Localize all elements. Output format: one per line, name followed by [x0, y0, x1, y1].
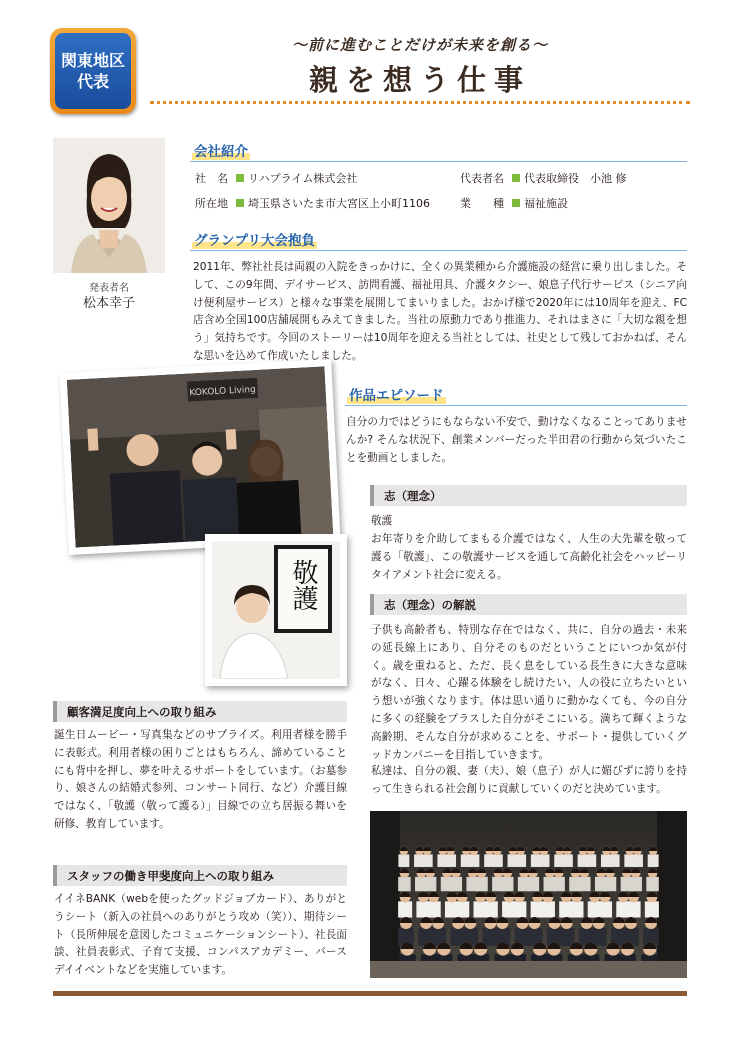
representative-label: 代表者名: [460, 172, 504, 185]
crowd-person-body: [646, 877, 658, 891]
calligraphy-photo: [205, 534, 347, 686]
philosophy-detail-heading: 志（理念）の解説: [370, 594, 687, 615]
staff-heading: スタッフの働き甲斐度向上への取り組み: [53, 865, 347, 886]
crowd-person-body: [569, 901, 583, 917]
crowd-person-body: [422, 854, 433, 867]
bullet-icon: [512, 199, 520, 207]
episode-heading: [345, 384, 687, 406]
calligraphy-text: 敬護: [288, 559, 318, 611]
episode-heading-text: 作品エピソード: [349, 388, 444, 404]
episode-body: 自分の力ではどうにもならない不安で、動けなくなることってありませんか? そんな状況下、創業メンバーだった半田君の行動から気づいたことを動画としました。: [346, 416, 687, 464]
crowd-person-body: [604, 877, 616, 891]
philosophy-heading: 志（理念）: [370, 485, 687, 506]
crowd-person-body: [627, 901, 641, 917]
grandprix-heading-text: グランプリ大会抱負: [194, 233, 315, 249]
team-photo-illustration: [67, 366, 333, 547]
bullet-icon: [512, 174, 520, 182]
address-label: 所在地: [195, 197, 228, 210]
company-heading: [190, 140, 687, 162]
presenter-photo: [53, 138, 165, 273]
address-value: 埼玉県さいたま市大宮区上小町1106: [248, 197, 430, 210]
group-photo-illustration: [370, 811, 687, 978]
crowd-person-body: [450, 877, 462, 891]
bullet-icon: [236, 174, 244, 182]
crowd-person-body: [648, 854, 659, 867]
region-badge: [50, 28, 136, 114]
address-row: [195, 195, 430, 211]
company-heading-text: 会社紹介: [194, 144, 248, 160]
crowd-person-body: [629, 877, 641, 891]
crowd-person-body: [501, 877, 513, 891]
business-label: 業 種: [460, 197, 504, 210]
customer-heading: 顧客満足度向上への取り組み: [53, 701, 347, 722]
region-badge-line2: 代表: [76, 72, 109, 91]
crowd-person-body: [515, 854, 526, 867]
presenter-name: 松本幸子: [82, 296, 135, 311]
presenter-caption: 発表者名: [89, 283, 129, 294]
grandprix-body: 2011年、弊社社長は両親の入院をきっかけに、全くの異業種から介護施設の経営に乗り出しました。そして、この9年間、デイサービス、訪問看護、福祉用具、介護タクシー、娘息子代行サービス（シニア向け便利屋サービス）と様々な事業を展開してまいりました。おかげ様で2020年には10周年を迎え、FC店含め全国100店舗展開もみえてきました。当社の原動力であり推進力、それはまさに「大切な親を想う」気持ちです。今回のストーリーは10周年を迎える当社としては、社史として残しておかねば、そんな思いを込めて作成いたしました。: [193, 261, 687, 362]
philosophy-detail-body: 子供も高齢者も、特別な存在ではなく、共に、自分の過去・未来の延長線上にあり、自分そのものだということにいつか気が付く。歳を重ねると、ただ、長く息をしている長生きに大きな意味がなく、日々、心躍る体験をし続けたい、人の役に立ちたいという想いが強くなります。体は思い通りに動かなくても、今の自分に多くの経験をプラスした自分がそこにいる。満ちて輝くような高齢期、そんな自分が求めることを、サポート・提供していくグッドカンパニーを目指していきます。: [371, 624, 687, 761]
representative-value: 代表取締役 小池 修: [524, 172, 627, 185]
crowd-person-body: [398, 877, 410, 891]
crowd-person-body: [585, 854, 596, 867]
crowd-person-body: [427, 901, 441, 917]
crowd-person-body: [632, 854, 643, 867]
philosophy-keyword: 敬護: [371, 515, 393, 527]
crowd-person-body: [552, 877, 564, 891]
crowd-person-body: [562, 854, 573, 867]
page-title: 親を想う仕事: [308, 63, 531, 97]
crowd-person-body: [398, 854, 409, 867]
company-name-value: リハプライム株式会社: [248, 172, 358, 185]
representative-row: [460, 170, 627, 186]
crowd-person-body: [541, 901, 555, 917]
crowd-person-body: [424, 877, 436, 891]
business-value: 福祉施設: [524, 197, 568, 210]
calligraphy-illustration: [212, 541, 340, 679]
presenter-portrait: [53, 138, 165, 273]
company-name-label: 社 名: [195, 172, 228, 185]
crowd-person-body: [527, 877, 539, 891]
crowd-person-body: [492, 854, 503, 867]
crowd-person-body: [484, 901, 498, 917]
philosophy-detail-closing: 私達は、自分の親、妻（夫）、娘（息子）が人に媚びずに誇りを持って生きられる社会創りに貢献していくのだと決めています。: [371, 765, 687, 795]
region-badge-inner: [55, 33, 131, 109]
sign-text: KOKOLO Living: [189, 384, 257, 399]
page-subtitle: ～前に進むことだけが未来を創る～: [291, 36, 548, 54]
team-photo-image: [67, 366, 333, 547]
crowd-person-body: [445, 854, 456, 867]
customer-body: 誕生日ムービー・写真集などのサプライズ。利用者様を勝手に表彰式。利用者様の困りごとはもちろん、諦めていることにも背中を押し、夢を叶えるサポートをしています。（お墓参り、娘さんの結婚式参列、コンサート同行、など）介護目線ではなく、「敬護（敬って護る）」目線での立ち居振る舞いを研修、教育しています。: [54, 729, 347, 830]
crowd-person-body: [398, 901, 412, 917]
footer-bar: [53, 991, 687, 996]
grandprix-heading: [190, 229, 687, 251]
business-row: [460, 195, 568, 211]
staff-body: イイネBANK（webを使ったグッドジョブカード）、ありがとうシート（新入の社員へのありがとう攻め（笑））、期待シート（長所伸展を意図したコミュニケーションシート）、社長面談、社員表彰式、子育て支援、コンパスアカデミー、バースデイイベントなどを実施しています。: [54, 893, 347, 977]
crowd-person-body: [512, 901, 526, 917]
title-divider: [150, 101, 690, 105]
company-group-photo: [370, 811, 687, 978]
crowd-person-body: [455, 901, 469, 917]
crowd-person-body: [578, 877, 590, 891]
crowd-person-body: [475, 877, 487, 891]
crowd-person-body: [468, 854, 479, 867]
crowd-person-body: [598, 901, 612, 917]
crowd-person-body: [539, 854, 550, 867]
crowd-person-body: [559, 928, 575, 946]
company-name-row: [195, 170, 357, 186]
crowd-person-body: [645, 901, 659, 917]
crowd-person-body: [609, 854, 620, 867]
calligraphy-photo-image: [212, 541, 340, 679]
bullet-icon: [236, 199, 244, 207]
region-badge-line1: 関東地区: [60, 51, 125, 70]
philosophy-body: お年寄りを介助してまもる介護ではなく、人生の大先輩を敬って護る「敬護」、この敬護サービスを通して高齢化社会をハッピーリタイアメント社会に変える。: [371, 533, 687, 581]
team-photo: [59, 359, 340, 555]
